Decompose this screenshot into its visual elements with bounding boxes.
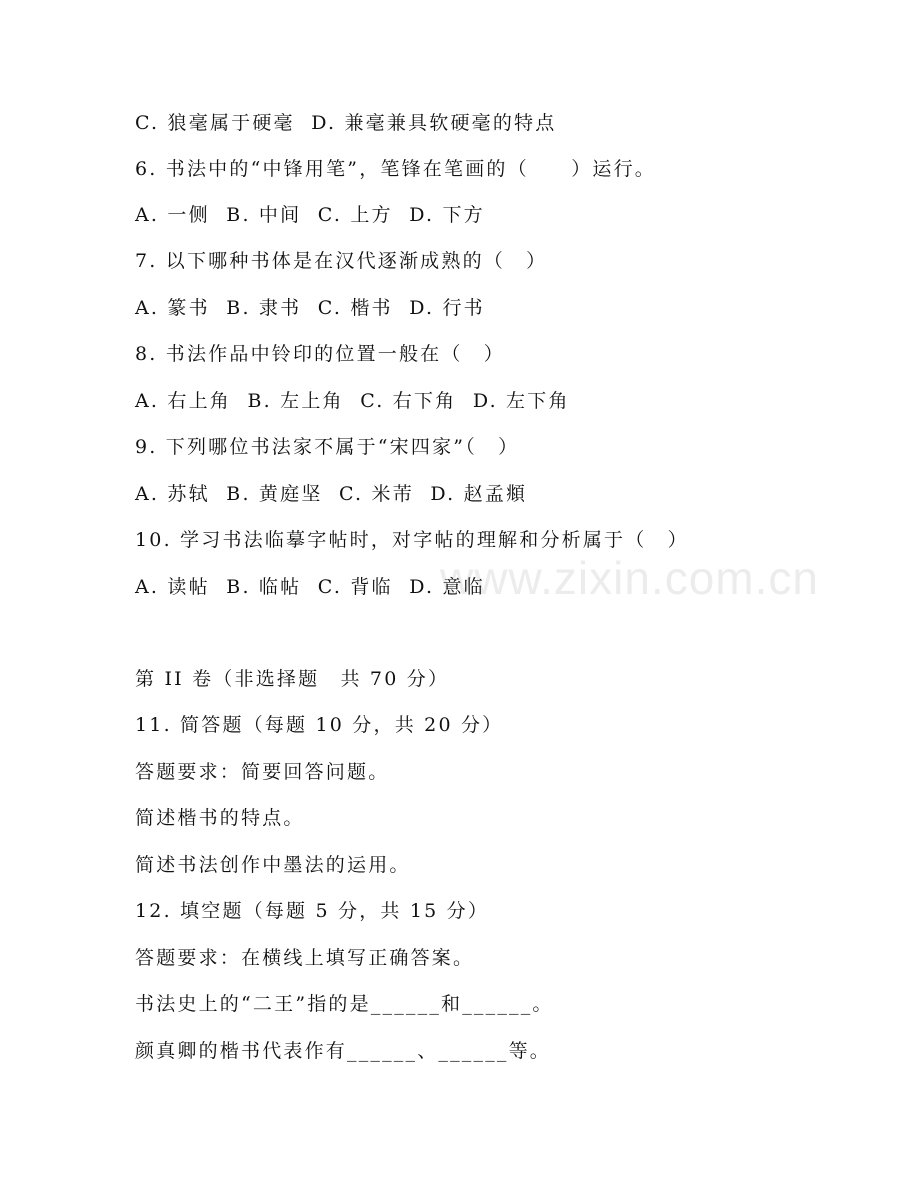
q10-question: 10. 学习书法临摹字帖时，对字帖的理解和分析属于（ ） <box>135 529 689 551</box>
q12-item-1: 书法史上的“二王”指的是______和______。 <box>135 993 554 1015</box>
q7-options: A. 篆书 B. 隶书 C. 楷书 D. 行书 <box>135 297 485 319</box>
q8-options: A. 右上角 B. 左上角 C. 右下角 D. 左下角 <box>135 390 570 412</box>
q10-options: A. 读帖 B. 临帖 C. 背临 D. 意临 <box>135 576 485 598</box>
q7-question: 7. 以下哪种书体是在汉代逐渐成熟的（ ） <box>135 250 548 272</box>
q9-question: 9. 下列哪位书法家不属于“宋四家”（ ） <box>135 436 520 458</box>
q5-options-cd: C. 狼毫属于硬毫 D. 兼毫兼具软硬毫的特点 <box>135 112 557 134</box>
q9-options: A. 苏轼 B. 黄庭坚 C. 米芾 D. 赵孟頫 <box>135 483 528 505</box>
section-ii-heading: 第 II 卷（非选择题 共 70 分） <box>135 668 450 690</box>
q11-heading: 11. 简答题（每题 10 分，共 20 分） <box>135 714 504 736</box>
q6-options: A. 一侧 B. 中间 C. 上方 D. 下方 <box>135 204 485 226</box>
q11-requirement: 答题要求：简要回答问题。 <box>135 761 390 783</box>
q11-item-2: 简述书法创作中墨法的运用。 <box>135 854 411 876</box>
q12-heading: 12. 填空题（每题 5 分，共 15 分） <box>135 900 490 922</box>
q11-item-1: 简述楷书的特点。 <box>135 807 305 829</box>
watermark: www.zixin.com.cn <box>440 552 819 604</box>
q6-question: 6. 书法中的“中锋用笔”，笔锋在笔画的（ ）运行。 <box>135 158 656 180</box>
q8-question: 8. 书法作品中铃印的位置一般在（ ） <box>135 343 505 365</box>
q12-requirement: 答题要求：在横线上填写正确答案。 <box>135 947 475 969</box>
q12-item-2: 颜真卿的楷书代表作有______、______等。 <box>135 1040 552 1062</box>
